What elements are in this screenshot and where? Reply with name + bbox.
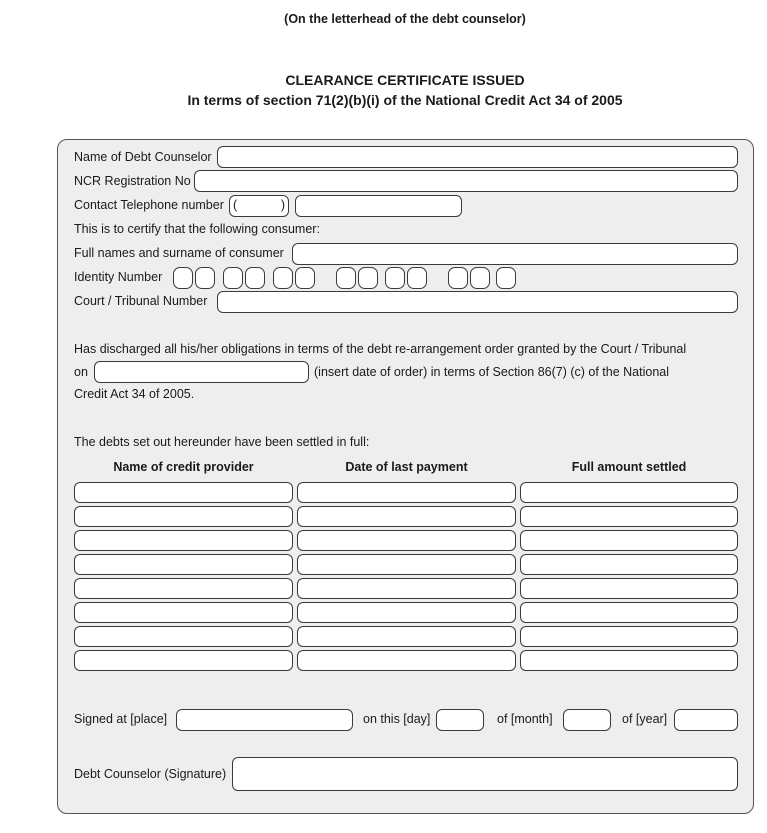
signed-year-field[interactable]	[674, 709, 738, 731]
amount-settled-cell[interactable]	[520, 554, 738, 575]
id-digit-box[interactable]	[195, 267, 215, 289]
discharge-text-line2: (insert date of order) in terms of Section 86(7) (c) of the National	[314, 365, 670, 379]
id-digit-box[interactable]	[245, 267, 265, 289]
on-this-day-label: on this [day]	[363, 712, 431, 726]
amount-settled-cell[interactable]	[520, 650, 738, 671]
debt-counselor-name-label: Name of Debt Counselor	[74, 150, 212, 164]
page-subtitle: In terms of section 71(2)(b)(i) of the National Credit Act 34 of 2005	[187, 92, 623, 108]
amount-settled-cell[interactable]	[520, 530, 738, 551]
debts-intro-text: The debts set out hereunder have been settled in full:	[74, 435, 370, 449]
credit-provider-cell[interactable]	[74, 650, 293, 671]
column-header-credit-provider: Name of credit provider	[113, 460, 254, 474]
of-month-label: of [month]	[497, 712, 553, 726]
last-payment-date-cell[interactable]	[297, 602, 516, 623]
id-digit-box[interactable]	[358, 267, 378, 289]
credit-provider-cell[interactable]	[74, 482, 293, 503]
area-code-close-paren: )	[280, 198, 285, 212]
consumer-names-label: Full names and surname of consumer	[74, 246, 284, 260]
page-title: CLEARANCE CERTIFICATE ISSUED	[285, 72, 525, 88]
credit-provider-cell[interactable]	[74, 626, 293, 647]
amount-settled-cell[interactable]	[520, 626, 738, 647]
signed-day-field[interactable]	[436, 709, 484, 731]
last-payment-date-cell[interactable]	[297, 554, 516, 575]
id-digit-box[interactable]	[273, 267, 293, 289]
id-digit-box[interactable]	[295, 267, 315, 289]
of-year-label: of [year]	[622, 712, 668, 726]
area-code-open-paren: (	[233, 198, 238, 212]
last-payment-date-cell[interactable]	[297, 506, 516, 527]
last-payment-date-cell[interactable]	[297, 626, 516, 647]
credit-provider-cell[interactable]	[74, 578, 293, 599]
credit-provider-cell[interactable]	[74, 602, 293, 623]
signed-at-place-field[interactable]	[176, 709, 353, 731]
phone-area-code-field[interactable]	[229, 195, 289, 217]
ncr-registration-label: NCR Registration No	[74, 174, 191, 188]
court-tribunal-number-label: Court / Tribunal Number	[74, 294, 208, 308]
signed-month-field[interactable]	[563, 709, 611, 731]
last-payment-date-cell[interactable]	[297, 482, 516, 503]
column-header-amount-settled: Full amount settled	[571, 460, 687, 474]
certify-text: This is to certify that the following consumer:	[74, 222, 320, 236]
last-payment-date-cell[interactable]	[297, 650, 516, 671]
ncr-registration-field[interactable]	[194, 170, 738, 192]
discharge-text-line1: Has discharged all his/her obligations in terms of the debt re-arrangement order granted by the Court / Tribunal	[74, 342, 687, 356]
credit-provider-cell[interactable]	[74, 506, 293, 527]
id-digit-box[interactable]	[223, 267, 243, 289]
debt-counselor-signature-field[interactable]	[232, 757, 738, 791]
last-payment-date-cell[interactable]	[297, 530, 516, 551]
debt-counselor-name-field[interactable]	[217, 146, 738, 168]
on-label: on	[74, 365, 88, 379]
signature-label: Debt Counselor (Signature)	[74, 767, 227, 781]
consumer-names-field[interactable]	[292, 243, 738, 265]
credit-provider-cell[interactable]	[74, 530, 293, 551]
discharge-text-line3: Credit Act 34 of 2005.	[74, 387, 195, 401]
identity-number-label: Identity Number	[74, 270, 163, 284]
credit-provider-cell[interactable]	[74, 554, 293, 575]
id-digit-box[interactable]	[407, 267, 427, 289]
id-digit-box[interactable]	[496, 267, 516, 289]
order-date-field[interactable]	[94, 361, 309, 383]
id-digit-box[interactable]	[470, 267, 490, 289]
id-digit-box[interactable]	[173, 267, 193, 289]
signed-at-label: Signed at [place]	[74, 712, 168, 726]
id-digit-box[interactable]	[385, 267, 405, 289]
id-digit-box[interactable]	[448, 267, 468, 289]
column-header-last-payment-date: Date of last payment	[345, 460, 468, 474]
amount-settled-cell[interactable]	[520, 506, 738, 527]
letterhead-note: (On the letterhead of the debt counselor)	[284, 12, 526, 26]
amount-settled-cell[interactable]	[520, 578, 738, 599]
contact-telephone-label: Contact Telephone number	[74, 198, 224, 212]
court-tribunal-number-field[interactable]	[217, 291, 738, 313]
amount-settled-cell[interactable]	[520, 482, 738, 503]
phone-number-field[interactable]	[295, 195, 462, 217]
amount-settled-cell[interactable]	[520, 602, 738, 623]
id-digit-box[interactable]	[336, 267, 356, 289]
last-payment-date-cell[interactable]	[297, 578, 516, 599]
